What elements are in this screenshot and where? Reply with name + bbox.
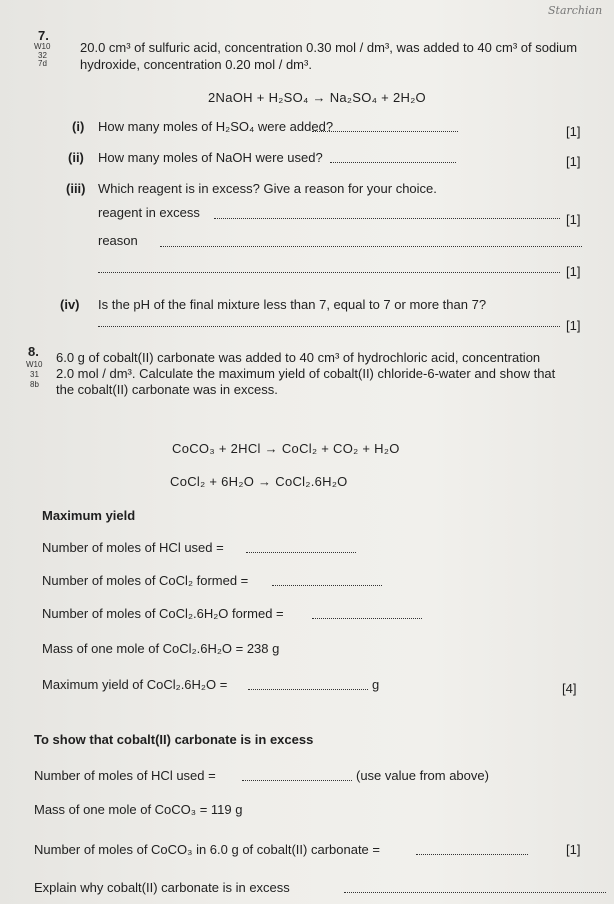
q8-intro-line-1: 6.0 g of cobalt(II) carbonate was added to 40 cm³ of hydrochloric acid, concentration (56, 350, 541, 365)
q8-intro-line-3: the cobalt(II) carbonate was in excess. (56, 382, 278, 397)
q8-equation-1: CoCO₃ + 2HCl → CoCl₂ + CO₂ + H₂O (172, 441, 400, 456)
excess-heading: To show that cobalt(II) carbonate is in excess (34, 732, 314, 747)
q7-part-ii-text: How many moles of NaOH were used? (98, 150, 323, 165)
q7-code-2: 32 (38, 51, 47, 60)
q7-part-ii-mark: [1] (566, 154, 581, 169)
maximum-yield-label: Maximum yield of CoCl₂.6H₂O = (42, 677, 228, 692)
reason-label: reason (98, 233, 138, 248)
q7-intro-line-1: 20.0 cm³ of sulfuric acid, concentration 0.30 mol / dm³, was added to 40 cm³ of sodium (80, 40, 578, 55)
mass-one-mole-hydrate: Mass of one mole of CoCl₂.6H₂O = 238 g (42, 641, 280, 656)
maximum-yield-mark: [4] (562, 681, 577, 696)
moles-coco3-mark: [1] (566, 842, 581, 857)
q7-part-i-answer-line[interactable] (312, 131, 458, 132)
explain-excess-label: Explain why cobalt(II) carbonate is in excess (34, 880, 290, 895)
q7-code-3: 7d (38, 59, 47, 68)
reagent-in-excess-label: reagent in excess (98, 205, 200, 220)
reagent-in-excess-line[interactable] (214, 218, 560, 219)
q7-part-ii-answer-line[interactable] (330, 162, 456, 163)
q7-part-ii-label: (ii) (68, 150, 84, 165)
explain-excess-line[interactable] (344, 892, 606, 893)
reagent-mark: [1] (566, 212, 581, 227)
q7-equation: 2NaOH + H₂SO₄ → Na₂SO₄ + 2H₂O (208, 90, 426, 105)
q7-code-1: W10 (34, 42, 51, 51)
q7-intro-line-2: hydroxide, concentration 0.20 mol / dm³. (80, 57, 312, 72)
maximum-yield-unit: g (372, 677, 380, 692)
reason-mark: [1] (566, 264, 581, 279)
excess-moles-hcl-line[interactable] (242, 780, 352, 781)
q7-part-i-text: How many moles of H₂SO₄ were added? (98, 119, 334, 134)
excess-moles-hcl-label: Number of moles of HCl used = (34, 768, 216, 783)
q7-part-i-mark: [1] (566, 124, 581, 139)
reason-line-1[interactable] (160, 246, 582, 247)
reason-line-2[interactable] (98, 272, 560, 273)
maximum-yield-heading: Maximum yield (42, 508, 136, 523)
q8-code-3: 8b (30, 380, 39, 389)
maximum-yield-line[interactable] (248, 689, 368, 690)
moles-coco3-line[interactable] (416, 854, 528, 855)
moles-coco3-label: Number of moles of CoCO₃ in 6.0 g of cobalt(II) carbonate = (34, 842, 380, 857)
mass-one-mole-coco3: Mass of one mole of CoCO₃ = 119 g (34, 802, 243, 817)
question-8-number: 8. (28, 344, 39, 359)
moles-hydrate-formed-line[interactable] (312, 618, 422, 619)
q7-part-iv-mark: [1] (566, 318, 581, 333)
q7-part-i-label: (i) (72, 119, 85, 134)
moles-cocl2-formed-label: Number of moles of CoCl₂ formed = (42, 573, 249, 588)
question-7-number: 7. (38, 28, 49, 43)
q7-part-iii-text: Which reagent is in excess? Give a reason for your choice. (98, 181, 437, 196)
q8-code-2: 31 (30, 370, 39, 379)
q7-part-iv-answer-line[interactable] (98, 326, 560, 327)
moles-cocl2-formed-line[interactable] (272, 585, 382, 586)
q7-part-iv-text: Is the pH of the final mixture less than 7, equal to 7 or more than 7? (98, 297, 487, 312)
moles-hcl-used-label: Number of moles of HCl used = (42, 540, 224, 555)
q8-equation-2: CoCl₂ + 6H₂O → CoCl₂.6H₂O (170, 474, 348, 489)
excess-hcl-note: (use value from above) (356, 768, 489, 783)
q8-intro-line-2: 2.0 mol / dm³. Calculate the maximum yield of cobalt(II) chloride-6-water and show that (56, 366, 556, 381)
q7-part-iii-label: (iii) (66, 181, 86, 196)
moles-hydrate-formed-label: Number of moles of CoCl₂.6H₂O formed = (42, 606, 284, 621)
moles-hcl-used-line[interactable] (246, 552, 356, 553)
q7-part-iv-label: (iv) (60, 297, 80, 312)
q8-code-1: W10 (26, 360, 43, 369)
signature: Starchian (548, 4, 603, 17)
